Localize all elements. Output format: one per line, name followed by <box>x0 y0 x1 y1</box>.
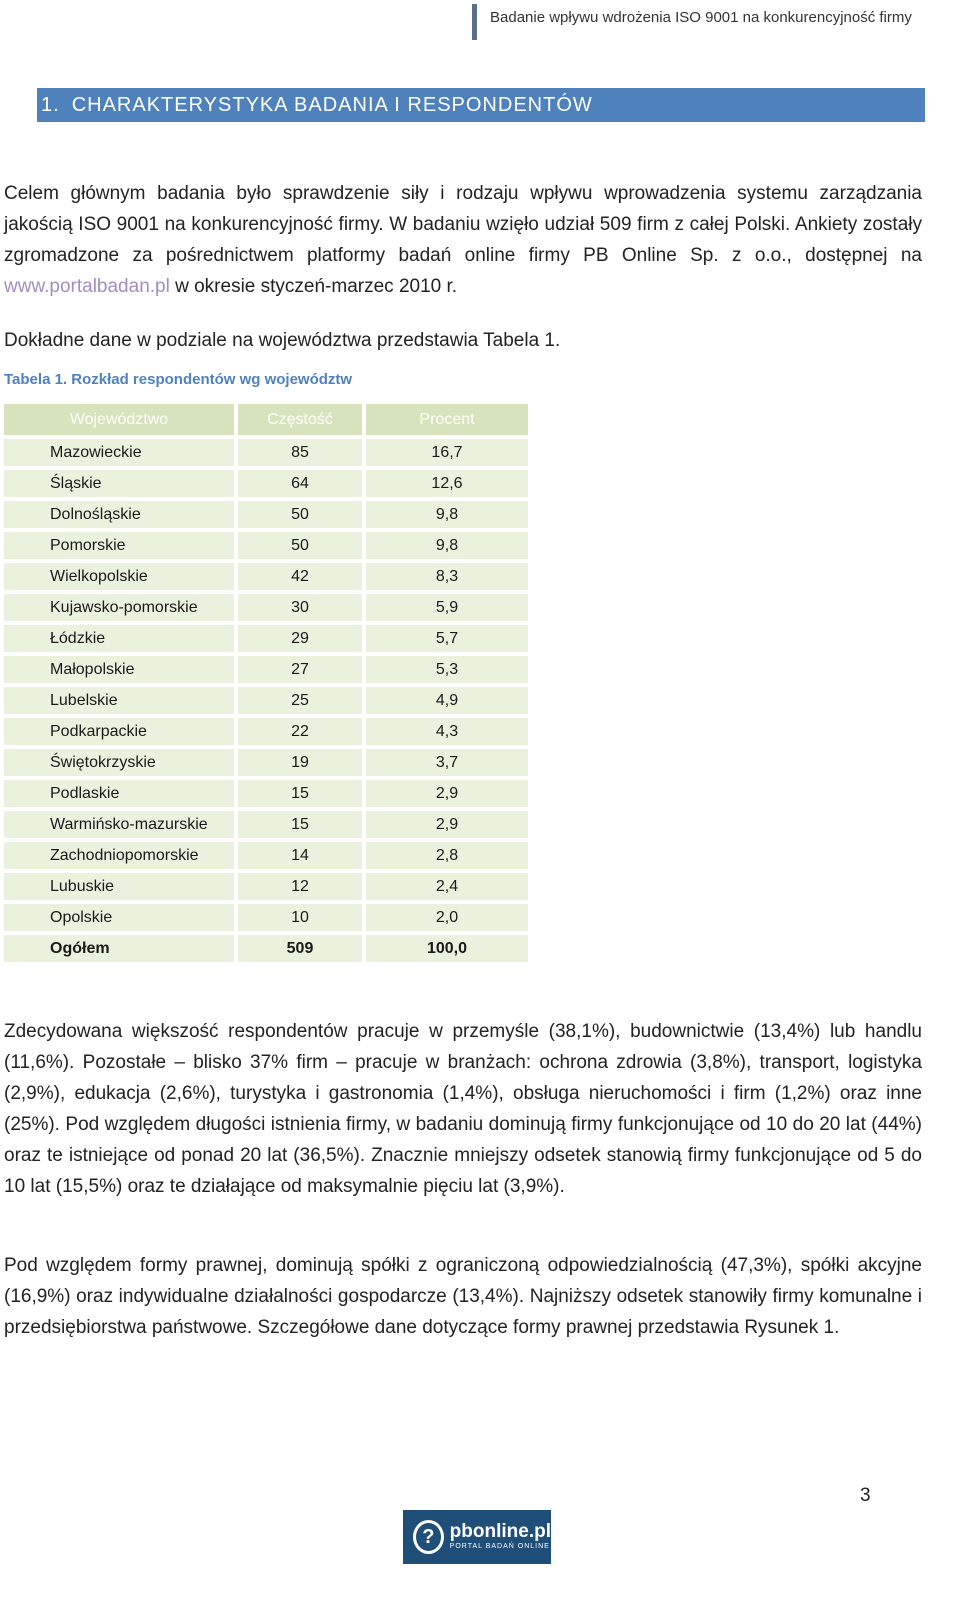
portal-link[interactable]: www.portalbadan.pl <box>4 276 170 297</box>
logo-tagline: PORTAL BADAŃ ONLINE <box>449 1543 550 1550</box>
cell-percent: 4,3 <box>366 718 528 745</box>
cell-frequency: 42 <box>238 563 362 590</box>
table-caption: Tabela 1. Rozkład respondentów wg województw <box>4 371 353 388</box>
cell-percent: 8,3 <box>366 563 528 590</box>
intro-text-end: w okresie styczeń-marzec 2010 r. <box>169 276 458 297</box>
cell-region: Małopolskie <box>4 656 234 683</box>
page-number: 3 <box>860 1485 871 1506</box>
table-row <box>4 656 528 683</box>
cell-region: Warmińsko-mazurskie <box>4 811 234 838</box>
cell-region: Lubelskie <box>4 687 234 714</box>
header-title: Badanie wpływu wdrożenia ISO 9001 na konkurencyjność firmy <box>490 9 912 26</box>
table-row <box>4 842 528 869</box>
cell-percent: 5,3 <box>366 656 528 683</box>
section-number: 1. <box>41 94 60 116</box>
cell-region: Wielkopolskie <box>4 563 234 590</box>
cell-region: Podlaskie <box>4 780 234 807</box>
cell-percent: 12,6 <box>366 470 528 497</box>
table-row <box>4 811 528 838</box>
section-heading <box>37 88 925 122</box>
cell-region: Kujawsko-pomorskie <box>4 594 234 621</box>
cell-percent: 5,9 <box>366 594 528 621</box>
cell-frequency: 19 <box>238 749 362 776</box>
intro-paragraph <box>4 178 922 302</box>
table-row <box>4 594 528 621</box>
cell-percent: 2,0 <box>366 904 528 931</box>
cell-percent: 4,9 <box>366 687 528 714</box>
column-header: Województwo <box>4 404 234 435</box>
table-header-row <box>4 404 528 435</box>
cell-region: Lubuskie <box>4 873 234 900</box>
cell-frequency: 30 <box>238 594 362 621</box>
column-header: Częstość <box>238 404 362 435</box>
table-row <box>4 904 528 931</box>
cell-frequency: 25 <box>238 687 362 714</box>
cell-frequency: 85 <box>238 439 362 466</box>
cell-total-frequency: 509 <box>238 935 362 962</box>
table-row <box>4 687 528 714</box>
respondents-table <box>0 400 532 966</box>
cell-percent: 2,8 <box>366 842 528 869</box>
intro-text: Celem głównym badania było sprawdzenie siły i rodzaju wpływu wprowadzenia systemu zarządzania jakością ISO 9001 na konkurencyjność firmy. W badaniu wzięło udział 509 firm z całej Polski. Ankiety zostały zgromadzone za pośrednictwem platformy badań online firmy PB Online Sp. z o.o., dostępnej na <box>4 183 922 266</box>
cell-percent: 3,7 <box>366 749 528 776</box>
table-row <box>4 439 528 466</box>
cell-percent: 9,8 <box>366 532 528 559</box>
cell-region: Łódzkie <box>4 625 234 652</box>
table-row <box>4 749 528 776</box>
cell-region: Świętokrzyskie <box>4 749 234 776</box>
cell-total-percent: 100,0 <box>366 935 528 962</box>
table-total-row <box>4 935 528 962</box>
cell-region: Pomorskie <box>4 532 234 559</box>
header-rule <box>472 4 477 40</box>
cell-frequency: 12 <box>238 873 362 900</box>
cell-total-label: Ogółem <box>4 935 234 962</box>
question-mark-icon: ? <box>413 1520 444 1554</box>
legal-form-paragraph: Pod względem formy prawnej, dominują spółki z ograniczoną odpowiedzialnością (47,3%), spółki akcyjne (16,9%) oraz indywidualne działalności gospodarcze (13,4%). Najniższy odsetek stanowiły firmy komunalne i przedsiębiorstwa państwowe. Szczegółowe dane dotyczące formy prawnej przedstawia Rysunek 1. <box>4 1255 922 1338</box>
cell-frequency: 50 <box>238 532 362 559</box>
cell-percent: 16,7 <box>366 439 528 466</box>
cell-region: Mazowieckie <box>4 439 234 466</box>
cell-frequency: 14 <box>238 842 362 869</box>
table-row <box>4 563 528 590</box>
table-row <box>4 501 528 528</box>
table-row <box>4 718 528 745</box>
cell-frequency: 50 <box>238 501 362 528</box>
cell-region: Opolskie <box>4 904 234 931</box>
table-row <box>4 532 528 559</box>
cell-frequency: 27 <box>238 656 362 683</box>
cell-percent: 9,8 <box>366 501 528 528</box>
table-row <box>4 625 528 652</box>
cell-percent: 5,7 <box>366 625 528 652</box>
cell-region: Śląskie <box>4 470 234 497</box>
pbonline-logo <box>403 1510 551 1564</box>
logo-text <box>450 1522 551 1552</box>
cell-region: Zachodniopomorskie <box>4 842 234 869</box>
cell-frequency: 10 <box>238 904 362 931</box>
cell-region: Dolnośląskie <box>4 501 234 528</box>
cell-region: Podkarpackie <box>4 718 234 745</box>
column-header: Procent <box>366 404 528 435</box>
table-row <box>4 780 528 807</box>
cell-frequency: 64 <box>238 470 362 497</box>
logo-name: pbonline.pl <box>449 1521 551 1542</box>
table-row <box>4 470 528 497</box>
cell-frequency: 15 <box>238 780 362 807</box>
table-intro: Dokładne dane w podziale na województwa przedstawia Tabela 1. <box>4 330 561 351</box>
cell-percent: 2,9 <box>366 780 528 807</box>
section-title: CHARAKTERYSTYKA BADANIA I RESPONDENTÓW <box>71 94 593 116</box>
cell-frequency: 22 <box>238 718 362 745</box>
cell-percent: 2,4 <box>366 873 528 900</box>
cell-frequency: 29 <box>238 625 362 652</box>
cell-percent: 2,9 <box>366 811 528 838</box>
industries-paragraph: Zdecydowana większość respondentów pracuje w przemyśle (38,1%), budownictwie (13,4%) lub handlu (11,6%). Pozostałe – blisko 37% firm – pracuje w branżach: ochrona zdrowia (3,8%), transport, logistyka (2,9%), edukacja (2,6%), turystyka i gastronomia (1,4%), obsługa nieruchomości i firm (1,2%) oraz inne (25%). Pod względem długości istnienia firmy, w badaniu dominują firmy funkcjonujące od 10 do 20 lat (44%) oraz te istniejące od ponad 20 lat (36,5%). Znacznie mniejszy odsetek stanowią firmy funkcjonujące od 5 do 10 lat (15,5%) oraz te działające od maksymalnie pięciu lat (3,9%). <box>4 1021 922 1197</box>
cell-frequency: 15 <box>238 811 362 838</box>
table-row <box>4 873 528 900</box>
